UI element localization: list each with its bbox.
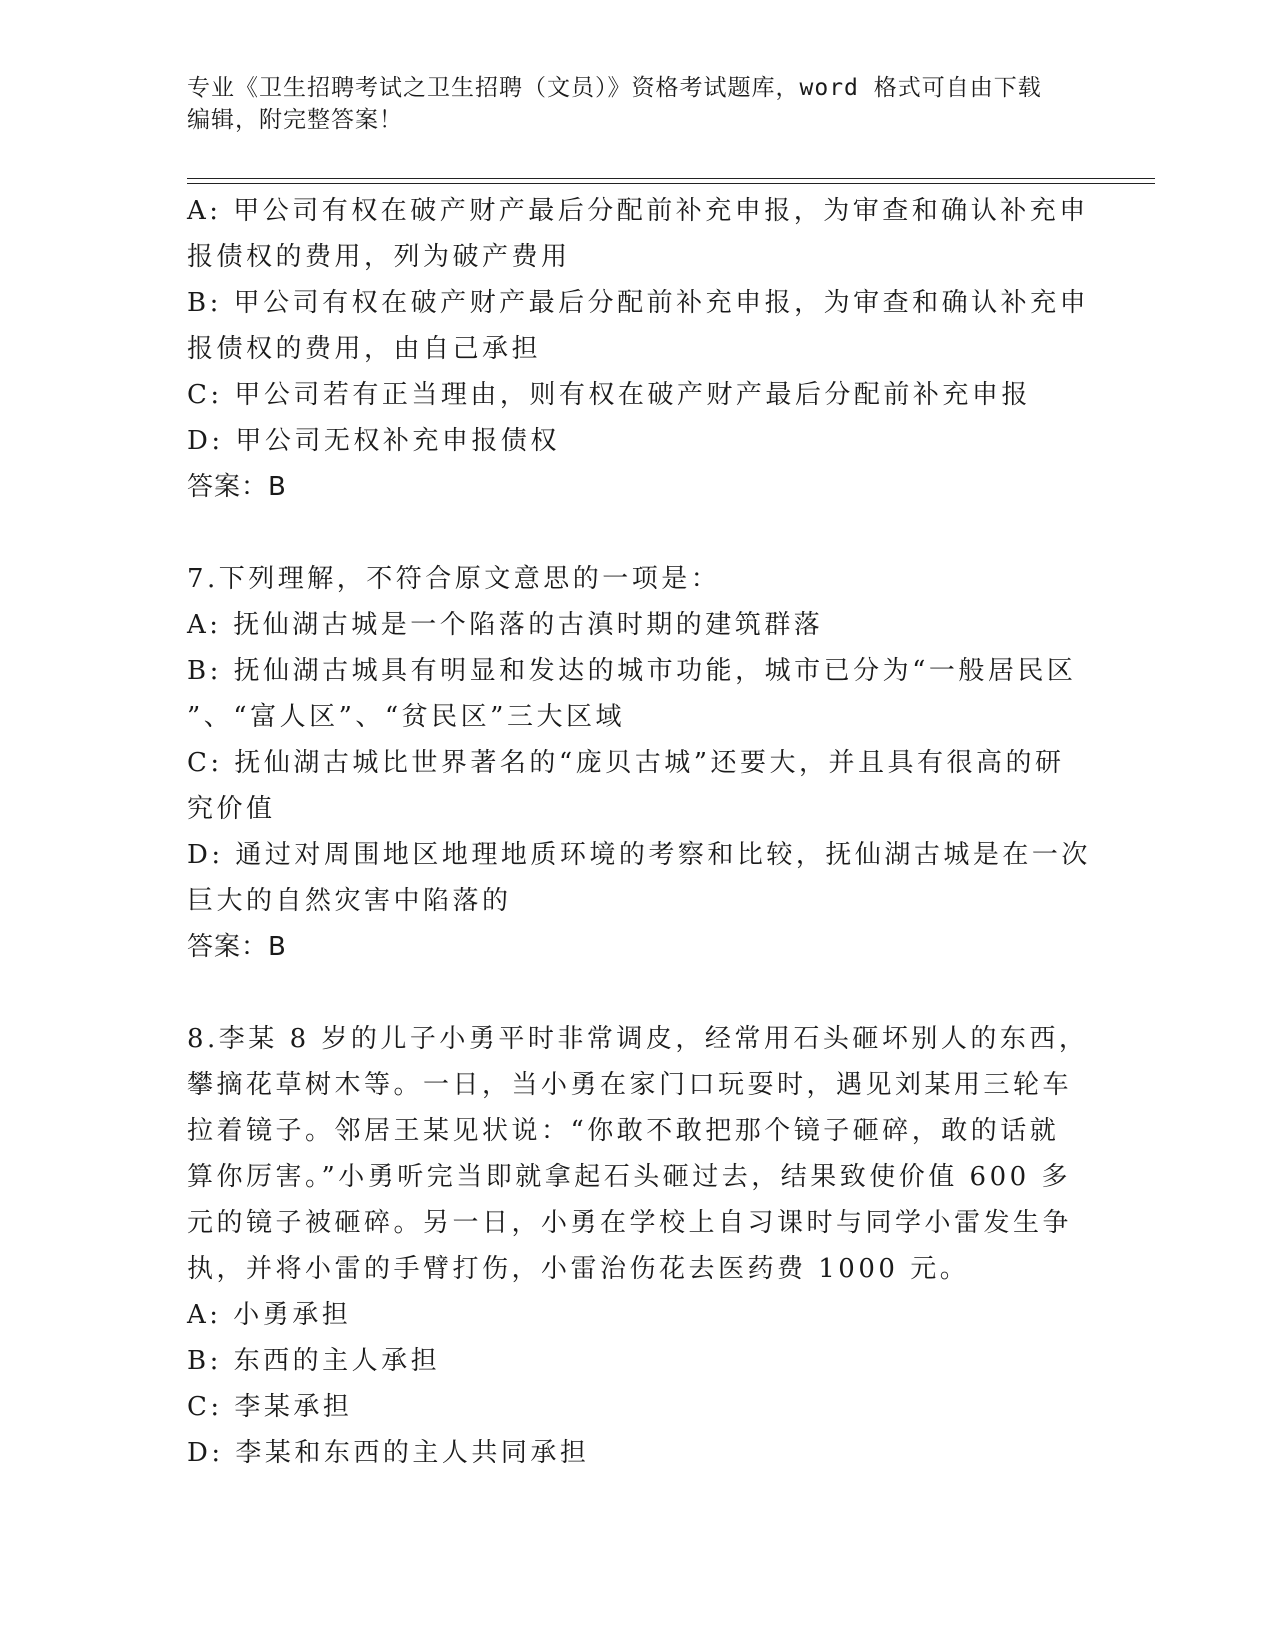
q8-stem-line-5: 元的镜子被砸碎。另一日，小勇在学校上自习课时与同学小雷发生争 — [187, 1208, 1073, 1238]
q6-answer: 答案：B — [187, 472, 287, 502]
q6-option-c: C: 甲公司若有正当理由，则有权在破产财产最后分配前补充申报 — [187, 380, 1031, 410]
q7-option-d-line-1: D: 通过对周围地区地理地质环境的考察和比较，抚仙湖古城是在一次 — [187, 840, 1091, 870]
q8-stem-line-3: 拉着镜子。邻居王某见状说：“你敢不敢把那个镜子砸碎，敢的话就 — [187, 1116, 1060, 1146]
q6-option-b-line-2: 报债权的费用，由自己承担 — [187, 334, 542, 364]
q7-option-c-line-1: C: 抚仙湖古城比世界著名的“庞贝古城”还要大，并且具有很高的研 — [187, 748, 1065, 778]
q6-option-a-line-1: A: 甲公司有权在破产财产最后分配前补充申报，为审查和确认补充申 — [187, 196, 1089, 226]
spacer — [187, 510, 1087, 556]
q8-option-a: A: 小勇承担 — [187, 1300, 352, 1330]
q8-option-b: B: 东西的主人承担 — [187, 1346, 441, 1376]
q7-option-b-line-2: ”、“富人区”、“贫民区”三大区域 — [187, 702, 625, 732]
q6-option-d: D: 甲公司无权补充申报债权 — [187, 426, 560, 456]
document-body — [187, 188, 1091, 1476]
q7-option-c-line-2: 究价值 — [187, 794, 276, 824]
question-8 — [187, 1016, 1087, 1476]
header-line-2: 编辑，附完整答案！ — [187, 107, 403, 133]
q7-answer: 答案：B — [187, 932, 287, 962]
q8-option-c: C: 李某承担 — [187, 1392, 353, 1422]
q8-stem-line-6: 执，并将小雷的手臂打伤，小雷治伤花去医药费 1000 元。 — [187, 1254, 970, 1284]
q7-stem: 7.下列理解，不符合原文意思的一项是： — [187, 564, 721, 594]
q8-stem-line-1: 8.李某 8 岁的儿子小勇平时非常调皮，经常用石头砸坏别人的东西， — [187, 1024, 1089, 1054]
question-6 — [187, 188, 1090, 510]
q7-option-a: A: 抚仙湖古城是一个陷落的古滇时期的建筑群落 — [187, 610, 824, 640]
header-divider-bottom — [187, 183, 1155, 184]
question-7 — [187, 556, 1091, 970]
spacer — [187, 970, 1087, 1016]
q8-stem-line-2: 攀摘花草树木等。一日，当小勇在家门口玩耍时，遇见刘某用三轮车 — [187, 1070, 1073, 1100]
header-line-1: 专业《卫生招聘考试之卫生招聘（文员）》资格考试题库，word 格式可自由下载 — [187, 75, 1042, 101]
q6-option-b-line-1: B: 甲公司有权在破产财产最后分配前补充申报，为审查和确认补充申 — [187, 288, 1090, 318]
q7-option-d-line-2: 巨大的自然灾害中陷落的 — [187, 886, 512, 916]
q6-option-a-line-2: 报债权的费用，列为破产费用 — [187, 242, 571, 272]
header-divider-top — [187, 178, 1155, 179]
q8-stem-line-4: 算你厉害。”小勇听完当即就拿起石头砸过去，结果致使价值 600 多 — [187, 1162, 1071, 1192]
q7-option-b-line-1: B: 抚仙湖古城具有明显和发达的城市功能，城市已分为“一般居民区 — [187, 656, 1077, 686]
document-header — [187, 72, 1087, 136]
q8-option-d: D: 李某和东西的主人共同承担 — [187, 1438, 590, 1468]
